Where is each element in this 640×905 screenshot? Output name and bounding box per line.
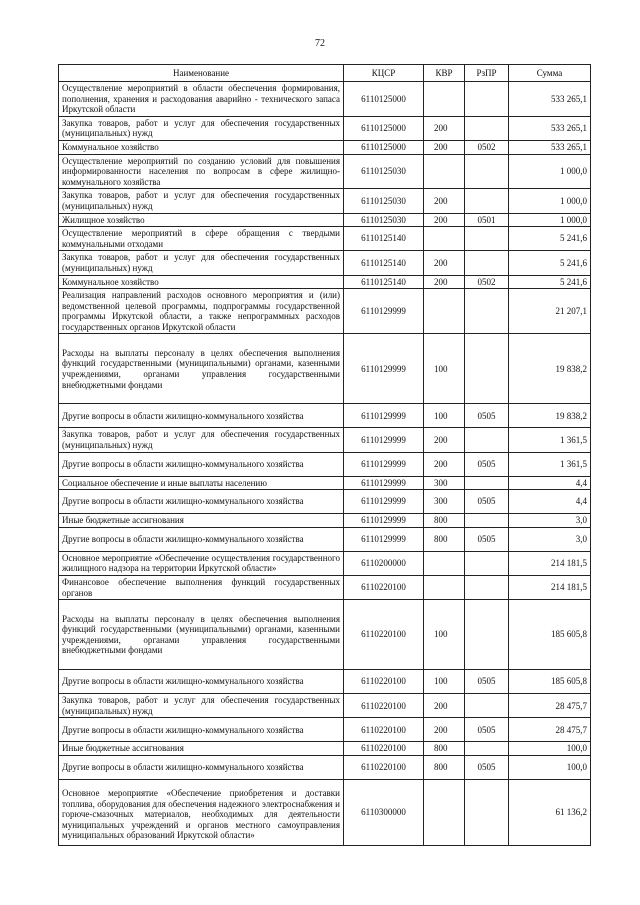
cell-name: Иные бюджетные ассигнования bbox=[59, 742, 344, 756]
cell-name: Другие вопросы в области жилищно-коммунального хозяйства bbox=[59, 404, 344, 428]
cell-kvr bbox=[424, 227, 465, 251]
cell-kvr: 800 bbox=[424, 514, 465, 528]
cell-kvr: 300 bbox=[424, 490, 465, 514]
cell-sum: 533 265,1 bbox=[509, 82, 591, 117]
cell-kcsr: 6110129999 bbox=[344, 452, 424, 476]
table-row bbox=[59, 289, 591, 334]
cell-sum: 100,0 bbox=[509, 742, 591, 756]
table-row bbox=[59, 404, 591, 428]
cell-kvr bbox=[424, 154, 465, 189]
cell-name: Другие вопросы в области жилищно-коммунального хозяйства bbox=[59, 527, 344, 551]
cell-kvr: 800 bbox=[424, 742, 465, 756]
header-kvr: КВР bbox=[424, 65, 465, 82]
cell-kcsr: 6110129999 bbox=[344, 476, 424, 490]
cell-kcsr: 6110220100 bbox=[344, 576, 424, 600]
cell-kcsr: 6110220100 bbox=[344, 670, 424, 694]
cell-sum: 3,0 bbox=[509, 514, 591, 528]
cell-sum: 185 605,8 bbox=[509, 600, 591, 670]
cell-sum: 185 605,8 bbox=[509, 670, 591, 694]
cell-sum: 533 265,1 bbox=[509, 140, 591, 154]
cell-rzpr bbox=[465, 251, 509, 275]
table-row bbox=[59, 670, 591, 694]
cell-kcsr: 6110129999 bbox=[344, 490, 424, 514]
cell-rzpr bbox=[465, 780, 509, 846]
cell-name: Другие вопросы в области жилищно-коммунального хозяйства bbox=[59, 670, 344, 694]
cell-kcsr: 6110220100 bbox=[344, 718, 424, 742]
table-row bbox=[59, 718, 591, 742]
table-row bbox=[59, 428, 591, 452]
cell-kvr bbox=[424, 780, 465, 846]
table-row bbox=[59, 780, 591, 846]
table-row bbox=[59, 275, 591, 289]
cell-kcsr: 6110125140 bbox=[344, 227, 424, 251]
cell-name: Осуществление мероприятий в области обеспечения формирования, пополнения, хранения и расходования аварийно - технического запаса Иркутской области bbox=[59, 82, 344, 117]
cell-rzpr bbox=[465, 82, 509, 117]
cell-kvr: 100 bbox=[424, 404, 465, 428]
cell-rzpr bbox=[465, 551, 509, 575]
cell-name: Расходы на выплаты персоналу в целях обеспечения выполнения функций государственными (муниципальными) органами, казенными учреждениями, органами управления государственными внебюджетными фондами bbox=[59, 334, 344, 404]
cell-sum: 1 361,5 bbox=[509, 428, 591, 452]
table-row bbox=[59, 576, 591, 600]
cell-kcsr: 6110129999 bbox=[344, 404, 424, 428]
cell-kcsr: 6110125030 bbox=[344, 154, 424, 189]
cell-kcsr: 6110220100 bbox=[344, 756, 424, 780]
cell-name: Закупка товаров, работ и услуг для обеспечения государственных (муниципальных) нужд bbox=[59, 189, 344, 213]
cell-rzpr: 0505 bbox=[465, 404, 509, 428]
table-row bbox=[59, 116, 591, 140]
cell-kvr bbox=[424, 82, 465, 117]
cell-rzpr: 0502 bbox=[465, 140, 509, 154]
cell-sum: 19 838,2 bbox=[509, 404, 591, 428]
cell-name: Другие вопросы в области жилищно-коммунального хозяйства bbox=[59, 718, 344, 742]
cell-name: Реализация направлений расходов основного мероприятия и (или) ведомственной целевой программы, подпрограммы государственной программы Иркутской области, а также непрограммных расходов государственных органов Иркутской области bbox=[59, 289, 344, 334]
budget-table bbox=[58, 64, 591, 846]
cell-rzpr bbox=[465, 600, 509, 670]
cell-sum: 28 475,7 bbox=[509, 718, 591, 742]
cell-kcsr: 6110129999 bbox=[344, 428, 424, 452]
cell-kcsr: 6110125140 bbox=[344, 251, 424, 275]
cell-sum: 4,4 bbox=[509, 476, 591, 490]
cell-kcsr: 6110125030 bbox=[344, 213, 424, 227]
table-row bbox=[59, 490, 591, 514]
cell-kvr: 200 bbox=[424, 189, 465, 213]
cell-rzpr bbox=[465, 116, 509, 140]
cell-rzpr bbox=[465, 514, 509, 528]
cell-name: Коммунальное хозяйство bbox=[59, 275, 344, 289]
cell-kcsr: 6110125000 bbox=[344, 82, 424, 117]
cell-name: Расходы на выплаты персоналу в целях обеспечения выполнения функций государственными (муниципальными) органами, казенными учреждениями, органами управления государственными внебюджетными фондами bbox=[59, 600, 344, 670]
cell-kcsr: 6110125000 bbox=[344, 116, 424, 140]
cell-name: Закупка товаров, работ и услуг для обеспечения государственных (муниципальных) нужд bbox=[59, 428, 344, 452]
cell-kcsr: 6110220100 bbox=[344, 600, 424, 670]
cell-kvr: 200 bbox=[424, 213, 465, 227]
cell-name: Коммунальное хозяйство bbox=[59, 140, 344, 154]
table-row bbox=[59, 476, 591, 490]
cell-rzpr bbox=[465, 476, 509, 490]
cell-name: Осуществление мероприятий в сфере обращения с твердыми коммунальными отходами bbox=[59, 227, 344, 251]
cell-kvr: 800 bbox=[424, 756, 465, 780]
cell-rzpr bbox=[465, 289, 509, 334]
cell-kcsr: 6110129999 bbox=[344, 514, 424, 528]
cell-sum: 100,0 bbox=[509, 756, 591, 780]
cell-kvr: 200 bbox=[424, 694, 465, 718]
table-row bbox=[59, 154, 591, 189]
cell-kcsr: 6110200000 bbox=[344, 551, 424, 575]
cell-kcsr: 6110300000 bbox=[344, 780, 424, 846]
cell-rzpr: 0505 bbox=[465, 756, 509, 780]
table-row bbox=[59, 140, 591, 154]
cell-sum: 28 475,7 bbox=[509, 694, 591, 718]
cell-kvr bbox=[424, 576, 465, 600]
cell-rzpr bbox=[465, 334, 509, 404]
cell-kvr: 200 bbox=[424, 140, 465, 154]
cell-sum: 5 241,6 bbox=[509, 227, 591, 251]
cell-sum: 21 207,1 bbox=[509, 289, 591, 334]
cell-name: Основное мероприятие «Обеспечение приобретения и доставки топлива, оборудования для обеспечения надежного электроснабжения и горюче-смазочных материалов, необходимых для деятельности муниципальных учреждений и органов местного самоуправления муниципальных образований Иркутской области» bbox=[59, 780, 344, 846]
cell-sum: 533 265,1 bbox=[509, 116, 591, 140]
cell-rzpr bbox=[465, 227, 509, 251]
table-row bbox=[59, 334, 591, 404]
table-row bbox=[59, 756, 591, 780]
table-row bbox=[59, 742, 591, 756]
table-row bbox=[59, 551, 591, 575]
cell-rzpr bbox=[465, 428, 509, 452]
cell-rzpr: 0505 bbox=[465, 490, 509, 514]
table-header-row bbox=[59, 65, 591, 82]
cell-rzpr: 0505 bbox=[465, 718, 509, 742]
cell-rzpr bbox=[465, 189, 509, 213]
cell-kcsr: 6110220100 bbox=[344, 694, 424, 718]
cell-kvr: 200 bbox=[424, 116, 465, 140]
cell-sum: 1 000,0 bbox=[509, 154, 591, 189]
table-row bbox=[59, 189, 591, 213]
table-row bbox=[59, 452, 591, 476]
cell-name: Закупка товаров, работ и услуг для обеспечения государственных (муниципальных) нужд bbox=[59, 116, 344, 140]
table-row bbox=[59, 227, 591, 251]
table-row bbox=[59, 600, 591, 670]
cell-rzpr: 0505 bbox=[465, 452, 509, 476]
header-kcsr: КЦСР bbox=[344, 65, 424, 82]
cell-rzpr bbox=[465, 694, 509, 718]
cell-rzpr bbox=[465, 576, 509, 600]
cell-kcsr: 6110129999 bbox=[344, 527, 424, 551]
header-sum: Сумма bbox=[509, 65, 591, 82]
cell-kvr: 200 bbox=[424, 251, 465, 275]
cell-name: Другие вопросы в области жилищно-коммунального хозяйства bbox=[59, 756, 344, 780]
cell-name: Закупка товаров, работ и услуг для обеспечения государственных (муниципальных) нужд bbox=[59, 251, 344, 275]
cell-name: Осуществление мероприятий по созданию условий для повышения информированности населения по вопросам в сфере жилищно-коммунального хозяйства bbox=[59, 154, 344, 189]
table-row bbox=[59, 694, 591, 718]
cell-kcsr: 6110125140 bbox=[344, 275, 424, 289]
cell-sum: 5 241,6 bbox=[509, 275, 591, 289]
page-number: 72 bbox=[315, 38, 325, 49]
cell-name: Основное мероприятие «Обеспечение осуществления государственного жилищного надзора на территории Иркутской области» bbox=[59, 551, 344, 575]
cell-kvr: 100 bbox=[424, 334, 465, 404]
cell-kvr: 200 bbox=[424, 428, 465, 452]
cell-rzpr: 0502 bbox=[465, 275, 509, 289]
cell-kvr bbox=[424, 551, 465, 575]
cell-sum: 214 181,5 bbox=[509, 551, 591, 575]
cell-kvr: 100 bbox=[424, 600, 465, 670]
cell-name: Финансовое обеспечение выполнения функций государственных органов bbox=[59, 576, 344, 600]
cell-name: Иные бюджетные ассигнования bbox=[59, 514, 344, 528]
cell-sum: 19 838,2 bbox=[509, 334, 591, 404]
cell-kcsr: 6110129999 bbox=[344, 334, 424, 404]
cell-kcsr: 6110220100 bbox=[344, 742, 424, 756]
cell-rzpr: 0501 bbox=[465, 213, 509, 227]
table-row bbox=[59, 514, 591, 528]
table-row bbox=[59, 527, 591, 551]
cell-rzpr: 0505 bbox=[465, 670, 509, 694]
cell-kvr: 200 bbox=[424, 275, 465, 289]
cell-sum: 1 000,0 bbox=[509, 213, 591, 227]
cell-name: Другие вопросы в области жилищно-коммунального хозяйства bbox=[59, 490, 344, 514]
table-row bbox=[59, 251, 591, 275]
table-row bbox=[59, 82, 591, 117]
cell-rzpr bbox=[465, 742, 509, 756]
cell-sum: 61 136,2 bbox=[509, 780, 591, 846]
header-name: Наименование bbox=[59, 65, 344, 82]
cell-name: Жилищное хозяйство bbox=[59, 213, 344, 227]
cell-sum: 1 361,5 bbox=[509, 452, 591, 476]
cell-sum: 214 181,5 bbox=[509, 576, 591, 600]
cell-sum: 1 000,0 bbox=[509, 189, 591, 213]
cell-kvr: 200 bbox=[424, 452, 465, 476]
cell-kvr bbox=[424, 289, 465, 334]
header-rzpr: РзПР bbox=[465, 65, 509, 82]
cell-name: Закупка товаров, работ и услуг для обеспечения государственных (муниципальных) нужд bbox=[59, 694, 344, 718]
cell-name: Другие вопросы в области жилищно-коммунального хозяйства bbox=[59, 452, 344, 476]
cell-kvr: 100 bbox=[424, 670, 465, 694]
cell-kcsr: 6110125000 bbox=[344, 140, 424, 154]
cell-kvr: 800 bbox=[424, 527, 465, 551]
cell-kvr: 200 bbox=[424, 718, 465, 742]
table-row bbox=[59, 213, 591, 227]
cell-rzpr: 0505 bbox=[465, 527, 509, 551]
cell-kcsr: 6110129999 bbox=[344, 289, 424, 334]
cell-kcsr: 6110125030 bbox=[344, 189, 424, 213]
cell-sum: 5 241,6 bbox=[509, 251, 591, 275]
cell-sum: 3,0 bbox=[509, 527, 591, 551]
cell-name: Социальное обеспечение и иные выплаты населению bbox=[59, 476, 344, 490]
cell-kvr: 300 bbox=[424, 476, 465, 490]
cell-sum: 4,4 bbox=[509, 490, 591, 514]
cell-rzpr bbox=[465, 154, 509, 189]
